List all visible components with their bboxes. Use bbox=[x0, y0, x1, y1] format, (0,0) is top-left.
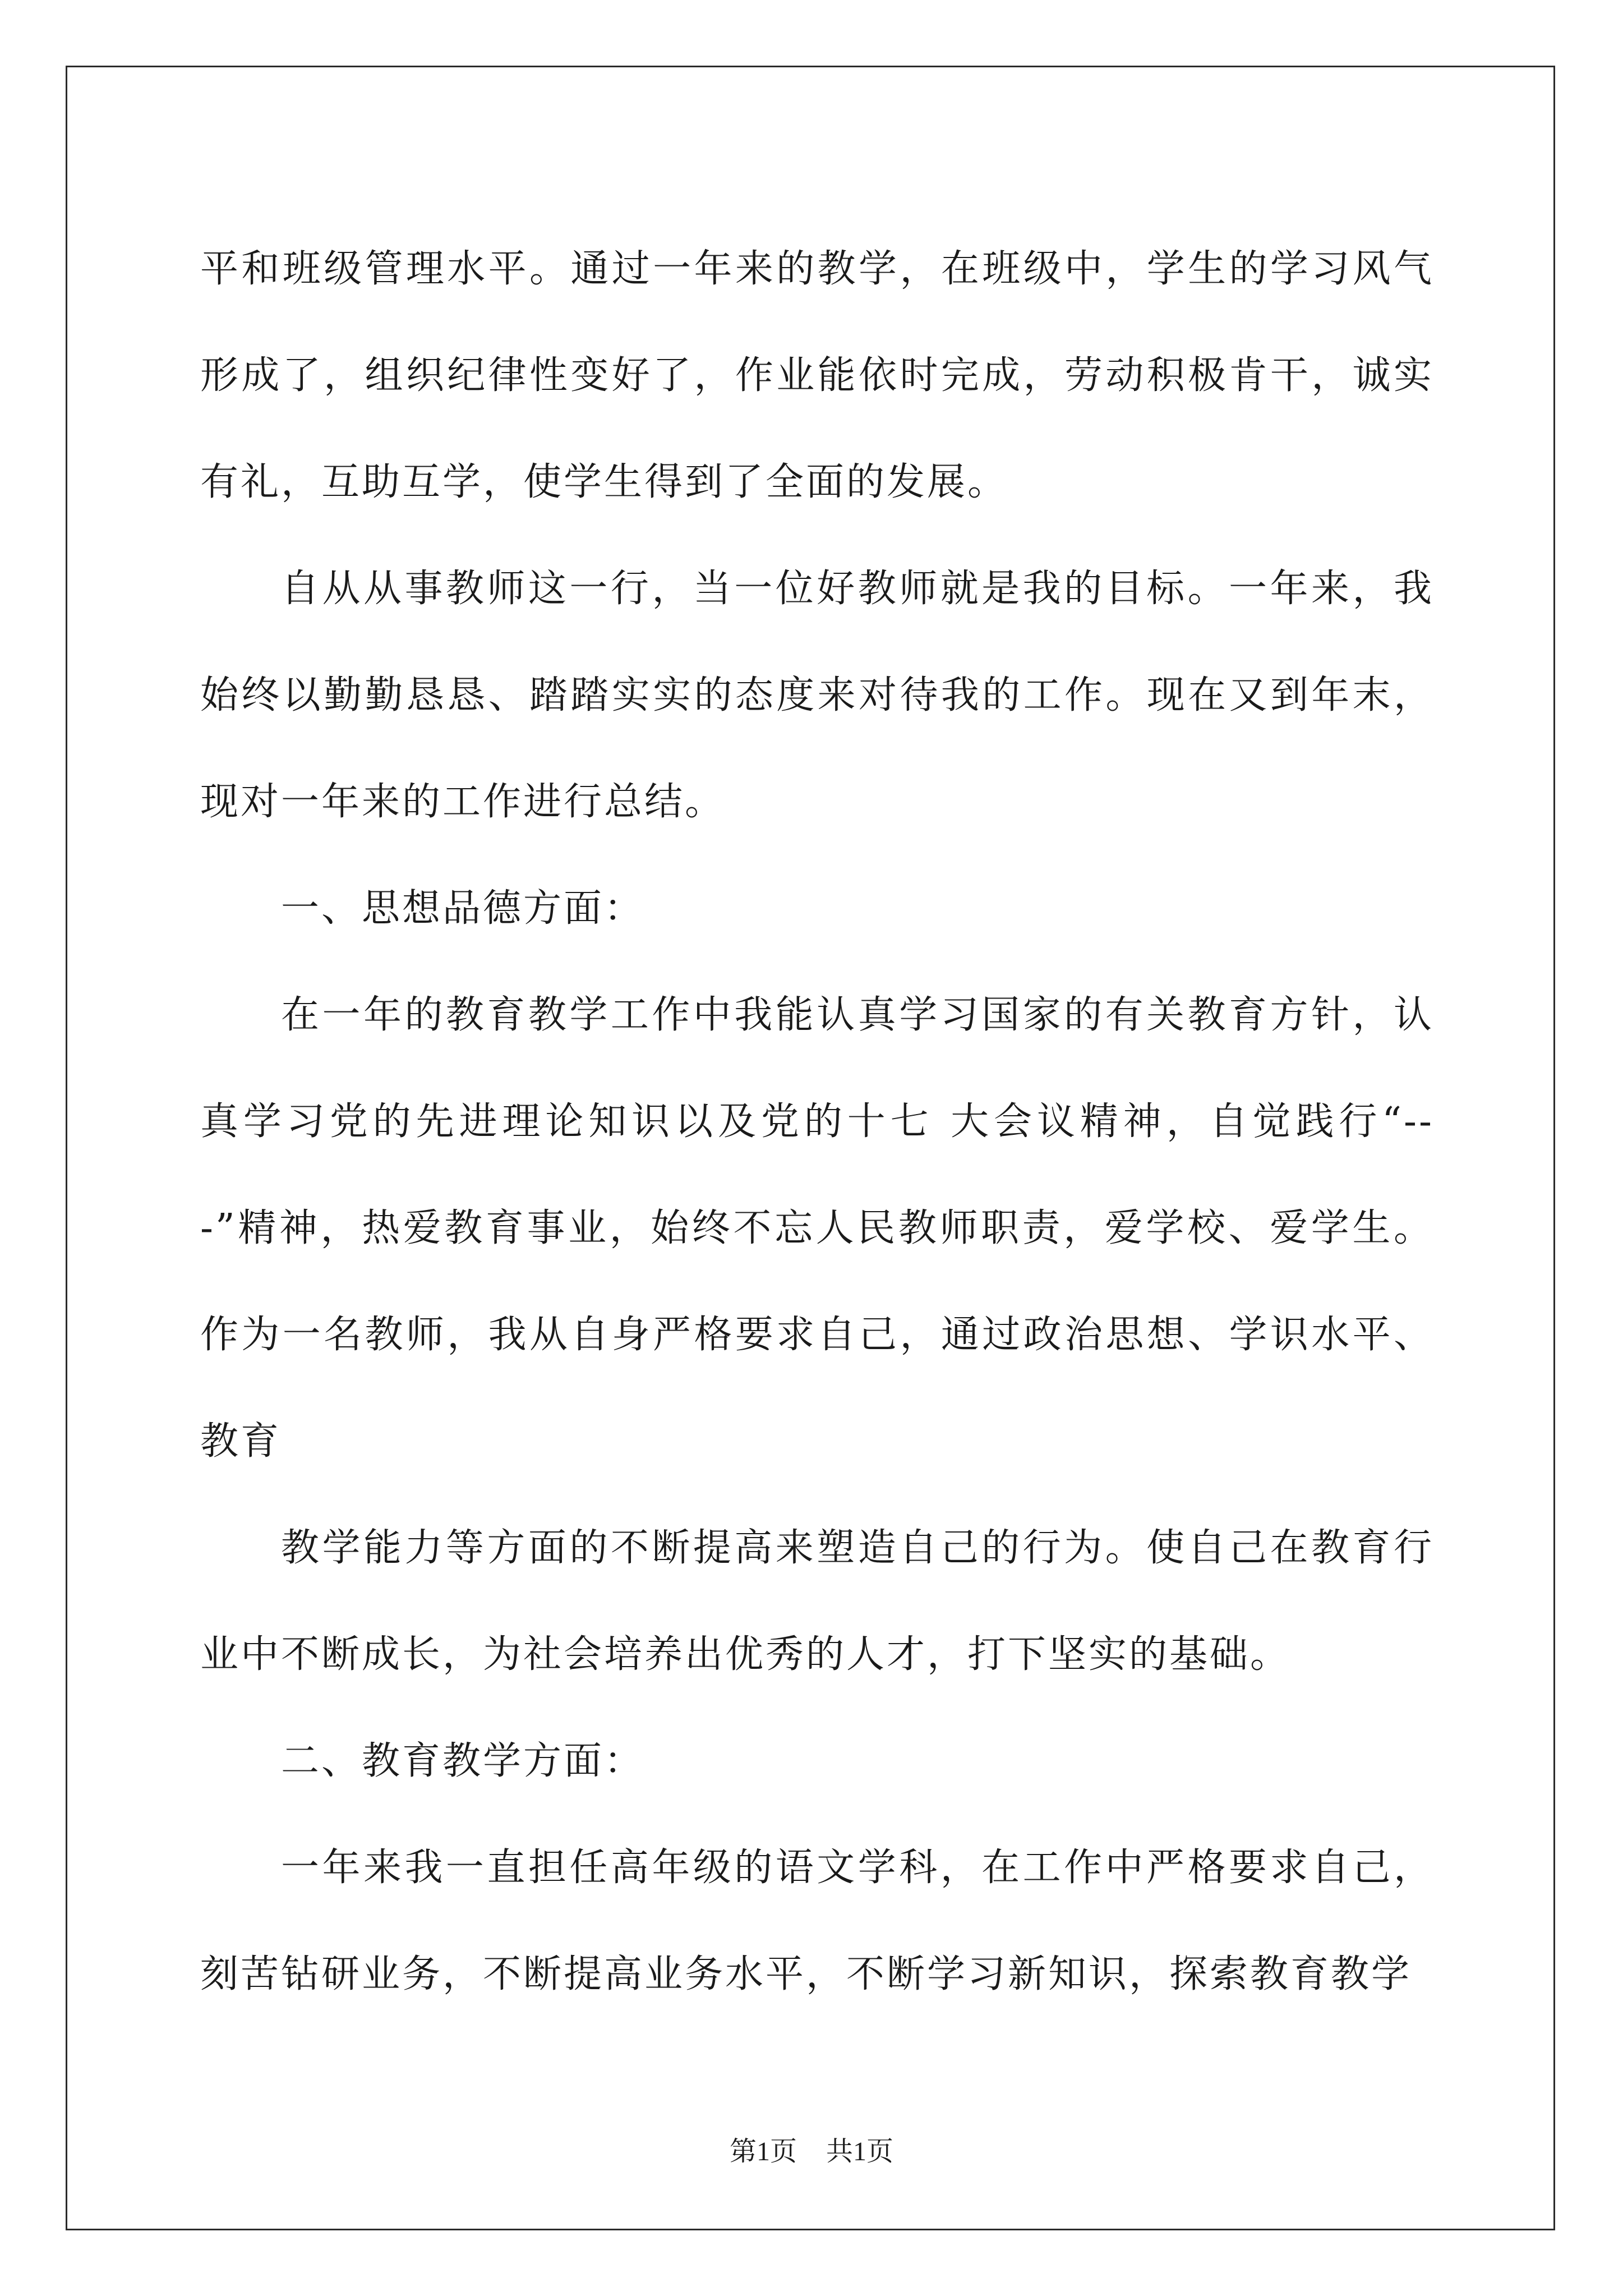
document-body bbox=[200, 216, 1434, 2028]
paragraph-5: 一年来我一直担任高年级的语文学科，在工作中严格要求自己，刻苦钻研业务，不断提高业务水平，不断学习新知识，探索教育教学 bbox=[200, 1846, 1434, 1996]
paragraph-1: 平和班级管理水平。通过一年来的教学，在班级中，学生的学习风气形成了，组织纪律性变好了，作业能依时完成，劳动积极肯干，诚实有礼，互助互学，使学生得到了全面的发展。 bbox=[200, 247, 1434, 504]
page-total: 共1页 bbox=[826, 2137, 894, 2166]
section-heading-1: 一、思想品德方面： bbox=[281, 886, 645, 931]
paragraph-3: 在一年的教育教学工作中我能认真学习国家的有关教育方针，认真学习党的先进理论知识以及党的十七 大会议精神，自觉践行“---”精神，热爱教育事业，始终不忘人民教师职责，爱学校、爱学生。作为一名教师，我从自身严格要求自己，通过政治思想、学识水平、教育 bbox=[200, 993, 1434, 1464]
paragraph-4: 教学能力等方面的不断提高来塑造自己的行为。使自己在教育行业中不断成长，为社会培养出优秀的人才，打下坚实的基础。 bbox=[200, 1526, 1434, 1677]
paragraph-2: 自从从事教师这一行，当一位好教师就是我的目标。一年来，我始终以勤勤恳恳、踏踏实实的态度来对待我的工作。现在又到年末，现对一年来的工作进行总结。 bbox=[200, 567, 1434, 824]
page-number: 第1页 bbox=[729, 2137, 797, 2166]
section-heading-2: 二、教育教学方面： bbox=[281, 1739, 645, 1783]
page-footer bbox=[0, 2129, 1623, 2168]
